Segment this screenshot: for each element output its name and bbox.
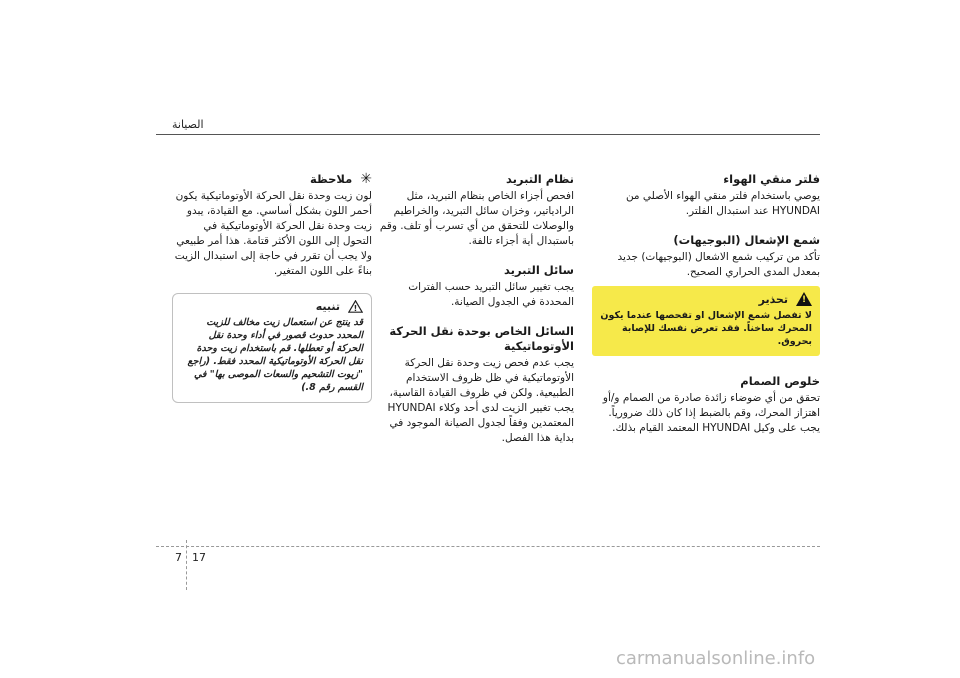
air-filter-heading: فلتر منقي الهواء bbox=[723, 172, 820, 186]
note-text: لون زيت وحدة نقل الحركة الأوتوماتيكية يكون أحمر اللون بشكل أساسي. مع القيادة، يبدو زيت وحدة نقل الحركة الأوتوماتيكية في التحول إلى اللون الأكثر قتامة. هذا أمر طبيعي ولا يجب أن تقرر في حاجة إلى استبدال الزيت بناءً على اللون المتغير. bbox=[174, 190, 372, 277]
left-column bbox=[172, 172, 372, 403]
asterisk-icon: ✳ bbox=[360, 171, 372, 187]
page-number: 17 bbox=[192, 551, 206, 564]
warning-header bbox=[600, 292, 812, 306]
note-title: ملاحظة bbox=[309, 172, 353, 186]
header-rule bbox=[156, 134, 820, 135]
warning-title: تحذير bbox=[758, 292, 788, 306]
warning-text: لا تفصل شمع الإشعال او تفحصها عندما يكون المحرك ساخناً. فقد تعرض نفسك للإصابة بحروق. bbox=[600, 310, 812, 347]
svg-text:!: ! bbox=[353, 304, 358, 313]
section-title: الصيانة bbox=[172, 118, 204, 131]
caution-triangle-icon bbox=[348, 300, 363, 313]
footer-rule bbox=[156, 546, 820, 547]
cooling-system-text: افحص أجزاء الخاص بنظام التبريد، مثل الرادياتير، وخزان سائل التبريد، والخراطيم والوصلات للتحقق من أي تسرب أو تلف. وقم باستبدال أية أجزاء تالفة. bbox=[379, 190, 574, 247]
warning-triangle-icon: ! bbox=[796, 292, 812, 306]
watermark: carmanualsonline.info bbox=[616, 648, 816, 669]
valve-clearance-text: تحقق من أي ضوضاء زائدة صادرة من الصمام و/أو اهتزاز المحرك، وقم بالضبط إذا كان ذلك ضرورياً. يجب على وكيل HYUNDAI المعتمد القيام بذلك. bbox=[602, 392, 820, 434]
valve-clearance-heading: خلوص الصمام bbox=[740, 374, 820, 388]
note-header bbox=[172, 172, 372, 187]
warning-box bbox=[592, 286, 820, 356]
atf-heading: السائل الخاص بوحدة نقل الحركة الأوتوماتيكية bbox=[389, 324, 574, 353]
coolant-text: يجب تغيير سائل التبريد حسب الفترات المحددة في الجدول الصيانة. bbox=[408, 281, 574, 308]
caution-header bbox=[181, 300, 363, 313]
caution-box bbox=[172, 293, 372, 403]
middle-column bbox=[376, 172, 574, 460]
page-divider bbox=[186, 540, 187, 590]
atf-text: يجب عدم فحص زيت وحدة نقل الحركة الأوتوماتيكية في ظل ظروف الاستخدام الطبيعية. ولكن في ظروف القيادة القاسية، يجب تغيير الزيت لدى أحد وكلاء HYUNDAI المعتمدين وفقاً لجدول الصيانة الموجود في بداية هذا الفصل. bbox=[387, 357, 574, 444]
coolant-heading: سائل التبريد bbox=[504, 263, 574, 277]
cooling-system-heading: نظام التبريد bbox=[505, 172, 574, 186]
section-number: 7 bbox=[175, 551, 182, 564]
spark-plugs-text: تأكد من تركيب شمع الاشعال (البوجيهات) جديد بمعدل المدى الحراري الصحيح. bbox=[617, 251, 820, 278]
caution-title: تنبيه bbox=[315, 300, 340, 313]
spark-plugs-heading: شمع الإشعال (البوجيهات) bbox=[673, 233, 820, 247]
air-filter-text: يوصي باستخدام فلتر منقي الهواء الأصلي من HYUNDAI عند استبدال الفلتر. bbox=[625, 190, 820, 217]
right-column bbox=[592, 172, 820, 450]
caution-text: قد ينتج عن استعمال زيت مخالف للزيت المحدد حدوث قصور في أداء وحدة نقل الحركة أو تعطلها. قم باستخدام زيت وحدة نقل الحركة الأوتوماتيكية المحدد فقط. (راجع "زيوت التشحيم والسعات الموصى بها" في القسم رقم 8.) bbox=[187, 317, 363, 393]
